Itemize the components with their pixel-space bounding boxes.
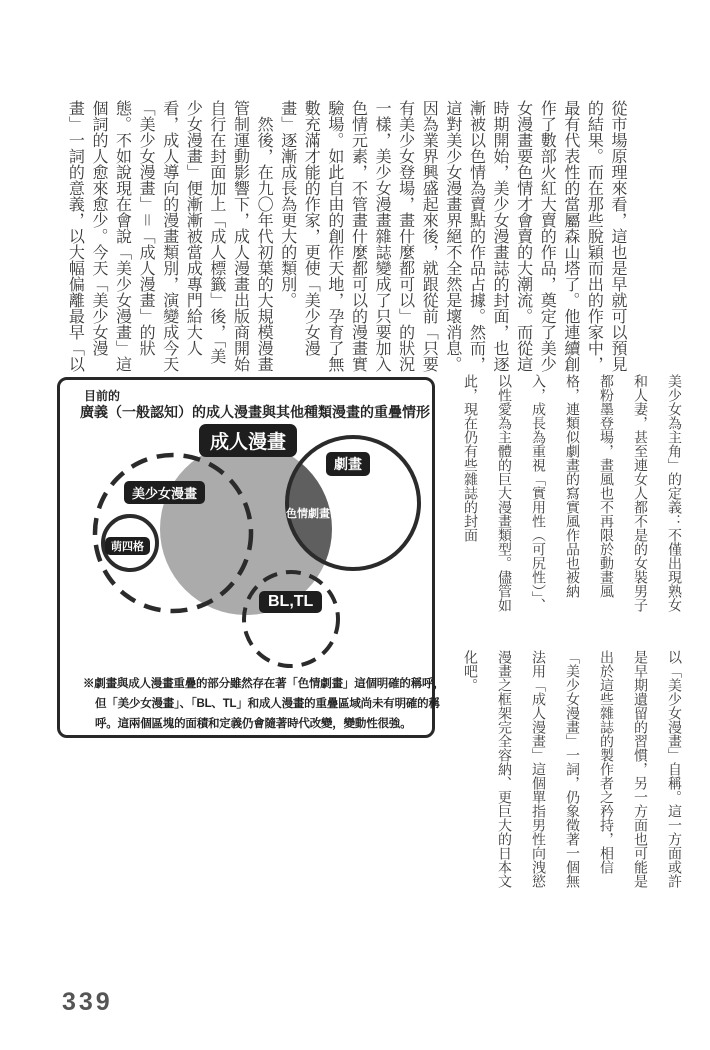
figure-super-title: 目前的 [84,389,121,403]
figure-title: 廣義（一般認知）的成人漫畫與其他種類漫畫的重疊情形 [80,404,430,420]
page-number: 339 [62,988,113,1016]
venn-diagram-figure [57,377,445,738]
ero-gekiga-label: 色情劇畫 [286,508,330,520]
paragraph-2: 然後，在九〇年代初葉的大規模漫畫管制運動影響下，成人漫畫出版商開始自行在封面加上「成人標籤」後，「美少女漫畫」便漸漸被當成專門給大人看，成人導向的漫畫類別，演變成今天「美少女漫畫」＝「成人漫畫」的狀態。不如說現在會說「美少女漫畫」這個詞的人愈來愈少。今天「美少女漫畫」一詞的意義，以大幅偏離最早「以 [66,100,273,372]
paragraph-1: 從市場原理來看，這也是早就可以預見的結果。而在那些脫穎而出的作家中，最有代表性的當屬森山塔了。他連續創作了數部火紅大賣的作品，奠定了美少女漫畫要色情才會賣的大潮流。而從這時期開始，美少女漫畫誌的封面，也逐漸被以色情為賣點的作品占據。然而，這對美少女漫畫界絕不全然是壞消息。因為業界興盛起來後，就跟從前「只要有美少女登場，畫什麼都可以」的狀況一樣，美少女漫畫雜誌變成了只要加入色情元素，不管畫什麼都可以的漫畫實驗場。如此自由的創作天地，孕育了無數充滿才能的作家，更使「美少女漫畫」逐漸成長為更大的類別。 [278,100,626,372]
bishoujo-manga-label: 美少女漫畫 [124,481,205,504]
paragraph-continuation: 以「美少女漫畫」自稱。這一方面或許是早期遺留的習慣，另一方面也可能是出於這些雜誌的製作者之矜持，相信「美少女漫畫」一詞，仍象徵著一個無法用「成人漫畫」這個單指男性向洩慾漫畫之框架完全容納、更巨大的日本文化吧。 [463,650,683,888]
right-text-block-upper [452,374,692,616]
gekiga-label: 劇畫 [326,452,370,476]
moe-yonkoma-label: 萌四格 [105,537,150,555]
footnote-line-1: ※劇畫與成人漫畫重疊的部分雖然存在著「色情劇畫」這個明確的稱呼， [83,678,445,690]
right-text-block-lower [452,650,692,892]
adult-manga-label: 成人漫畫 [199,424,297,457]
footnote-line-3: 呼。這兩個區塊的面積和定義仍會隨著時代改變，變動性很強。 [95,718,412,730]
figure-footnote [83,674,445,734]
main-text-block [55,100,629,374]
footnote-line-2: 但「美少女漫畫」、「BL、TL」和成人漫畫的重疊區域尚未有明確的稱 [95,698,440,710]
bl-tl-label: BL,TL [259,591,322,613]
paragraph-continuation: 美少女為主角」的定義：不僅出現熟女和人妻，甚至連女人都不是的女裝男子都粉墨登場，畫風也不再限於動畫風格，連類似劇畫的寫實風作品也被納入，成長為重視「實用性（可尻性）」、以性愛為主體的巨大漫畫類型。儘管如此，現在仍有些雜誌的封面 [463,374,683,612]
